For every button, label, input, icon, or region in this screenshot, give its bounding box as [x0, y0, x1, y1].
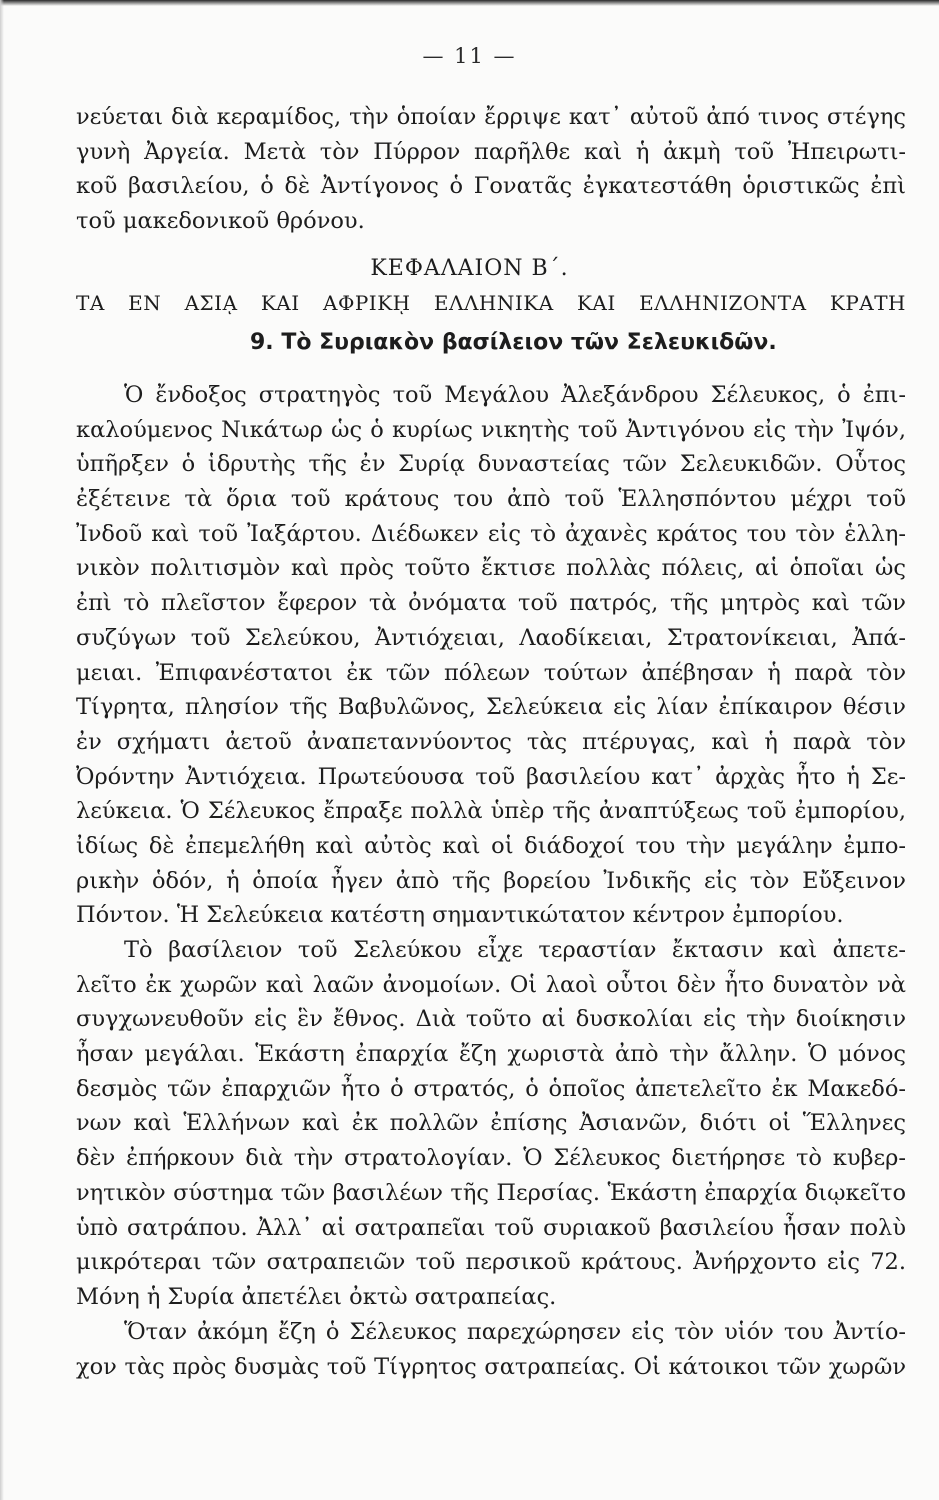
- text-line: Τὸ βασίλειον τοῦ Σελεύκου εἶχε τεραστίαν ἔκτασιν καὶ ἀπετε-: [124, 937, 906, 963]
- text-line: νητικὸν σύστημα τῶν βασιλέων τῆς Περσίας. Ἑκάστη ἐπαρχία διῳκεῖτο: [76, 1179, 906, 1206]
- text-line: λεῖτο ἐκ χωρῶν καὶ λαῶν ἀνομοίων. Οἱ λαοὶ οὗτοι δὲν ἦτο δυνατὸν νὰ: [76, 971, 906, 998]
- paragraph-kingdom: [76, 933, 906, 1315]
- text-line: ἐξέτεινε τὰ ὅρια τοῦ κράτους του ἀπὸ τοῦ Ἑλλησπόντου μέχρι τοῦ: [76, 486, 906, 513]
- text-line: Ἰνδοῦ καὶ τοῦ Ἰαξάρτου. Διέδωκεν εἰς τὸ ἀχανὲς κράτος του τὸν ἑλλη-: [76, 520, 906, 547]
- text-line: Ὅταν ἀκόμη ἔζη ὁ Σέλευκος παρεχώρησεν εἰς τὸν υἱόν του Ἀντίο-: [124, 1319, 906, 1345]
- chapter-subtitle: ΤΑ ΕΝ ΑΣΙᾼ ΚΑΙ ΑΦΡΙΚῌ ΕΛΛΗΝΙΚΑ ΚΑΙ ΕΛΛΗΝΙΖΟΝΤΑ ΚΡΑΤΗ: [76, 291, 906, 315]
- text-line: νεύεται διὰ κεραμίδος, τὴν ὁποίαν ἔρριψε κατ᾽ αὐτοῦ ἀπό τινος στέγης: [76, 104, 906, 130]
- text-line: κοῦ βασιλείου, ὁ δὲ Ἀντίγονος ὁ Γονατᾶς ἐγκατεστάθη ὁριστικῶς ἐπὶ: [76, 173, 906, 200]
- text-line: χον τὰς πρὸς δυσμὰς τοῦ Τίγρητος σατραπείας. Οἱ κάτοικοι τῶν χωρῶν: [76, 1353, 906, 1380]
- text-line: ὑπῆρξεν ὁ ἱδρυτὴς τῆς ἐν Συρίᾳ δυναστείας τῶν Σελευκιδῶν. Οὗτος: [76, 451, 906, 478]
- text-line: ἰδίως δὲ ἐπεμελήθη καὶ αὐτὸς καὶ οἱ διάδοχοί του τὴν μεγάλην ἐμπο-: [76, 832, 906, 859]
- text-line: ἦσαν μεγάλαι. Ἑκάστη ἐπαρχία ἔζη χωριστὰ ἀπὸ τὴν ἄλλην. Ὁ μόνος: [76, 1041, 906, 1068]
- text-line: λεύκεια. Ὁ Σέλευκος ἔπραξε πολλὰ ὑπὲρ τῆς ἀναπτύξεως τοῦ ἐμπορίου,: [76, 798, 906, 825]
- text-line: μικρότεραι τῶν σατραπειῶν τοῦ περσικοῦ κράτους. Ἀνήρχοντο εἰς 72.: [76, 1249, 906, 1276]
- text-line: δὲν ἐπήρκουν διὰ τὴν στρατολογίαν. Ὁ Σέλευκος διετήρησε τὸ κυβερ-: [76, 1145, 906, 1172]
- text-line: γυνὴ Ἀργεία. Μετὰ τὸν Πύρρον παρῆλθε καὶ ἡ ἀκμὴ τοῦ Ἠπειρωτι-: [76, 138, 906, 165]
- text-line: καλούμενος Νικάτωρ ὡς ὁ κυρίως νικητὴς τοῦ Ἀντιγόνου εἰς τὴν Ἰψόν,: [76, 416, 906, 443]
- page-edge-shadow: [0, 0, 939, 6]
- text-line: Πόντον. Ἡ Σελεύκεια κατέστη σημαντικώτατον κέντρον ἐμπορίου.: [76, 902, 844, 929]
- continued-paragraph: [76, 100, 906, 239]
- text-line: νων καὶ Ἑλλήνων καὶ ἐκ πολλῶν ἐπίσης Ἀσιανῶν, διότι οἱ Ἕλληνες: [76, 1110, 906, 1137]
- text-line: νικὸν πολιτισμὸν καὶ πρὸς τοῦτο ἔκτισε πολλὰς πόλεις, αἱ ὁποῖαι ὡς: [76, 555, 906, 582]
- paragraph-antiochus: [76, 1315, 906, 1384]
- text-line: ὑπὸ σατράπου. Ἀλλ᾽ αἱ σατραπεῖαι τοῦ συριακοῦ βασιλείου ἦσαν πολὺ: [76, 1214, 906, 1241]
- paragraph-seleucus: [76, 378, 906, 933]
- page-number: — 11 —: [422, 44, 517, 68]
- section-heading: 9. Τὸ Συριακὸν βασίλειον τῶν Σελευκιδῶν.: [250, 330, 777, 355]
- text-line: Ὁ ἔνδοξος στρατηγὸς τοῦ Μεγάλου Ἀλεξάνδρου Σέλευκος, ὁ ἐπι-: [124, 382, 906, 408]
- text-line: συζύγων τοῦ Σελεύκου, Ἀντιόχειαι, Λαοδίκειαι, Στρατονίκειαι, Ἀπά-: [76, 624, 906, 651]
- text-line: μειαι. Ἐπιφανέστατοι ἐκ τῶν πόλεων τούτων ἀπέβησαν ἡ παρὰ τὸν: [76, 659, 906, 686]
- text-line: συγχωνευθοῦν εἰς ἓν ἔθνος. Διὰ τοῦτο αἱ δυσκολίαι εἰς τὴν διοίκησιν: [76, 1006, 906, 1033]
- text-line: τοῦ μακεδονικοῦ θρόνου.: [76, 208, 365, 235]
- text-line: Ὀρόντην Ἀντιόχεια. Πρωτεύουσα τοῦ βασιλείου κατ᾽ ἀρχὰς ἦτο ἡ Σε-: [76, 763, 906, 790]
- page-gutter-shadow: [0, 0, 4, 1500]
- text-line: ἐν σχήματι ἀετοῦ ἀναπεταννύοντος τὰς πτέρυγας, καὶ ἡ παρὰ τὸν: [76, 728, 906, 755]
- text-line: Τίγρητα, πλησίον τῆς Βαβυλῶνος, Σελεύκεια εἰς λίαν ἐπίκαιρον θέσιν: [76, 694, 906, 721]
- text-line: Μόνη ἡ Συρία ἀπετέλει ὀκτὼ σατραπείας.: [76, 1283, 557, 1310]
- text-line: ρικὴν ὁδόν, ἡ ὁποία ἦγεν ἀπὸ τῆς βορείου Ἰνδικῆς εἰς τὸν Εὔξεινον: [76, 867, 906, 894]
- text-line: δεσμὸς τῶν ἐπαρχιῶν ἦτο ὁ στρατός, ὁ ὁποῖος ἀπετελεῖτο ἐκ Μακεδό-: [76, 1075, 906, 1102]
- text-line: ἐπὶ τὸ πλεῖστον ἔφερον τὰ ὀνόματα τοῦ πατρός, τῆς μητρὸς καὶ τῶν: [76, 590, 906, 617]
- chapter-heading: ΚΕΦΑΛΑΙΟΝ Β΄.: [370, 256, 569, 281]
